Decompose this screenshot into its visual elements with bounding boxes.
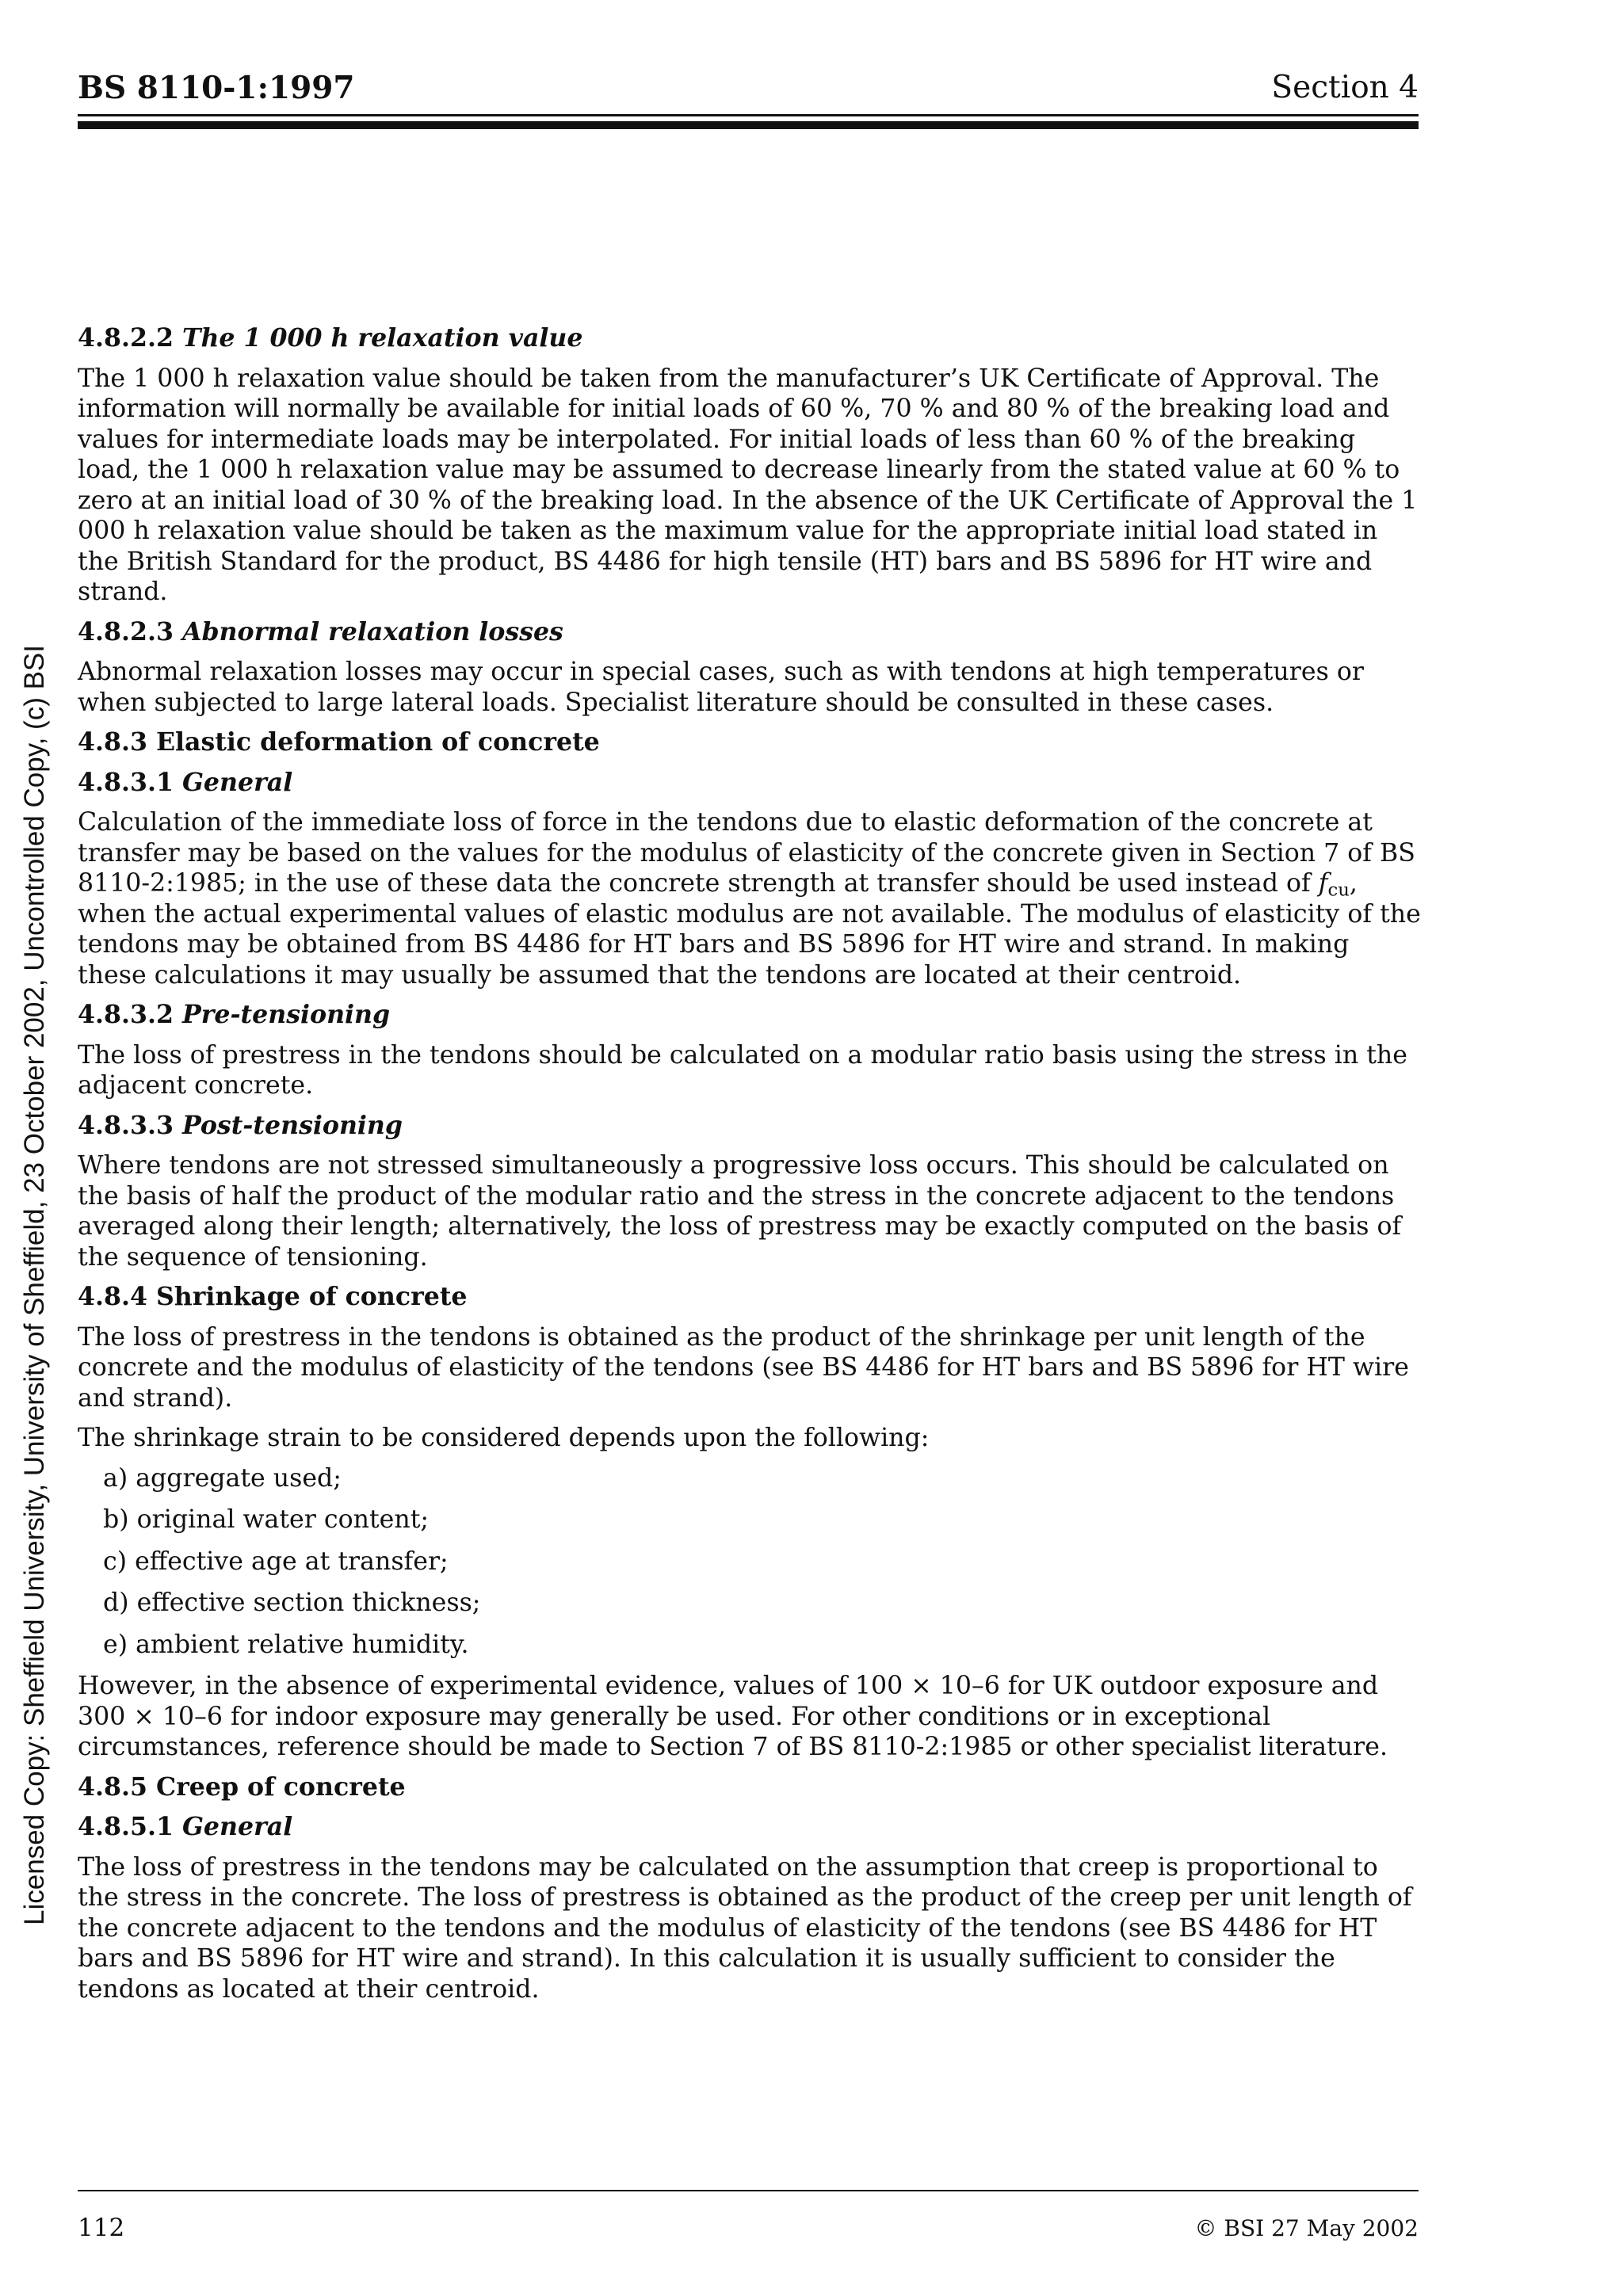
list-item: c) effective age at transfer; xyxy=(103,1547,449,1576)
section-label: Section 4 xyxy=(1271,70,1419,105)
heading-4-8-4 xyxy=(78,1282,1423,1313)
list-item: b) original water content; xyxy=(103,1505,430,1534)
heading-number: 4.8.3.3 xyxy=(78,1110,174,1140)
heading-title: Pre-tensioning xyxy=(181,1000,391,1029)
heading-number: 4.8.5.1 xyxy=(78,1812,174,1841)
paragraph-shrinkage-1: The loss of prestress in the tendons is obtained as the product of the shrinkage per unit length of the concrete and the modulus of elasticity of the tendons (see BS 4486 for HT bars and BS 5896 for HT wire and strand). xyxy=(78,1322,1409,1413)
document-body xyxy=(78,314,1423,2014)
heading-4-8-2-2 xyxy=(78,323,1423,354)
paragraph-pre-tensioning: The loss of prestress in the tendons should be calculated on a modular ratio basis using the stress in the adjacent concrete. xyxy=(78,1040,1407,1100)
paragraph-creep-general: The loss of prestress in the tendons may be calculated on the assumption that creep is proportional to the stress in the concrete. The loss of prestress is obtained as the product of the creep per unit length of the concrete adjacent to the tendons and the modulus of elasticity of the tendons (see BS 4486 for HT bars and BS 5896 for HT wire and strand). In this calculation it is usually sufficient to consider the tendons as located at their centroid. xyxy=(78,1852,1412,2004)
heading-4-8-5-1 xyxy=(78,1812,1423,1843)
heading-title: The 1 000 h relaxation value xyxy=(181,323,583,353)
paragraph-text: Calculation of the immediate loss of force in the tendons due to elastic deformation of the concrete at transfer may be based on the values for the modulus of elasticity of the concrete given in Section 7 of BS 8110-2:1985; in the use of these data the concrete strength at transfer should be used instead of xyxy=(78,808,1415,898)
heading-4-8-3-3 xyxy=(78,1111,1423,1142)
heading-number: 4.8.2.2 xyxy=(78,323,174,353)
list-item: e) ambient relative humidity. xyxy=(103,1630,469,1659)
fcu-symbol: f xyxy=(1318,869,1328,898)
heading-number: 4.8.5 xyxy=(78,1772,147,1802)
heading-4-8-3 xyxy=(78,727,1423,758)
heading-number: 4.8.4 xyxy=(78,1282,147,1311)
heading-4-8-3-1 xyxy=(78,768,1423,799)
paragraph-post-tensioning: Where tendons are not stressed simultaneously a progressive loss occurs. This should be calculated on the basis of half the product of the modular ratio and the stress in the concrete adjacent to the tendons averaged along their length; alternatively, the loss of prestress may be exactly computed on the basis of the sequence of tensioning. xyxy=(78,1151,1402,1272)
shrinkage-factor-list xyxy=(78,1463,1423,1661)
header-rule-thin xyxy=(78,114,1419,116)
heading-number: 4.8.3.1 xyxy=(78,767,174,797)
heading-title: General xyxy=(181,767,293,797)
standard-number: BS 8110-1:1997 xyxy=(78,70,355,106)
paragraph-shrinkage-2: The shrinkage strain to be considered depends upon the following: xyxy=(78,1424,930,1452)
list-item: d) effective section thickness; xyxy=(103,1589,481,1617)
heading-number: 4.8.3.2 xyxy=(78,1000,174,1029)
copyright-notice: © BSI 27 May 2002 xyxy=(1194,2215,1419,2241)
heading-4-8-5 xyxy=(78,1772,1423,1803)
paragraph-abnormal-relaxation: Abnormal relaxation losses may occur in special cases, such as with tendons at high temperatures or when subjected to large lateral loads. Specialist literature should be consulted in these cases. xyxy=(78,658,1364,717)
footer-rule xyxy=(78,2190,1419,2191)
heading-title: Elastic deformation of concrete xyxy=(155,727,600,757)
fcu-subscript: cu xyxy=(1327,879,1350,901)
heading-title: Post-tensioning xyxy=(181,1110,403,1140)
heading-title: Creep of concrete xyxy=(155,1772,406,1802)
heading-number: 4.8.2.3 xyxy=(78,616,174,646)
page-number: 112 xyxy=(78,2214,125,2242)
paragraph-text: , when the actual experimental values of elastic modulus are not available. The modulus of elasticity of the tendons may be obtained from BS 4486 for HT bars and BS 5896 for HT wire and strand. In making these calculations it may usually be assumed that the tendons are located at their centroid. xyxy=(78,869,1421,990)
heading-number: 4.8.3 xyxy=(78,727,147,757)
heading-4-8-3-2 xyxy=(78,1000,1423,1031)
heading-4-8-2-3 xyxy=(78,617,1423,648)
license-watermark: Licensed Copy: Sheffield University, University of Sheffield, 23 October 2002, Uncontrolled Copy, (c) BSI xyxy=(19,645,50,1925)
list-item: a) aggregate used; xyxy=(103,1463,342,1493)
heading-title: Shrinkage of concrete xyxy=(155,1282,468,1311)
header-rule-thick xyxy=(78,121,1419,129)
paragraph-elastic-general xyxy=(78,807,1423,990)
paragraph-relaxation-value: The 1 000 h relaxation value should be taken from the manufacturer’s UK Certificate of Approval. The information will normally be available for initial loads of 60 %, 70 % and 80 % of the breaking load and values for intermediate loads may be interpolated. For initial loads of less than 60 % of the breaking load, the 1 000 h relaxation value may be assumed to decrease linearly from the stated value at 60 % to zero at an initial load of 30 % of the breaking load. In the absence of the UK Certificate of Approval the 1 000 h relaxation value should be taken as the maximum value for the appropriate initial load stated in the British Standard for the product, BS 4486 for high tensile (HT) bars and BS 5896 for HT wire and strand. xyxy=(78,364,1418,606)
paragraph-shrinkage-3: However, in the absence of experimental evidence, values of 100 × 10–6 for UK outdoor exposure and 300 × 10–6 for indoor exposure may generally be used. For other conditions or in exceptional circumstances, reference should be made to Section 7 of BS 8110-2:1985 or other specialist literature. xyxy=(78,1672,1388,1761)
heading-title: Abnormal relaxation losses xyxy=(181,616,563,646)
heading-title: General xyxy=(181,1812,293,1841)
